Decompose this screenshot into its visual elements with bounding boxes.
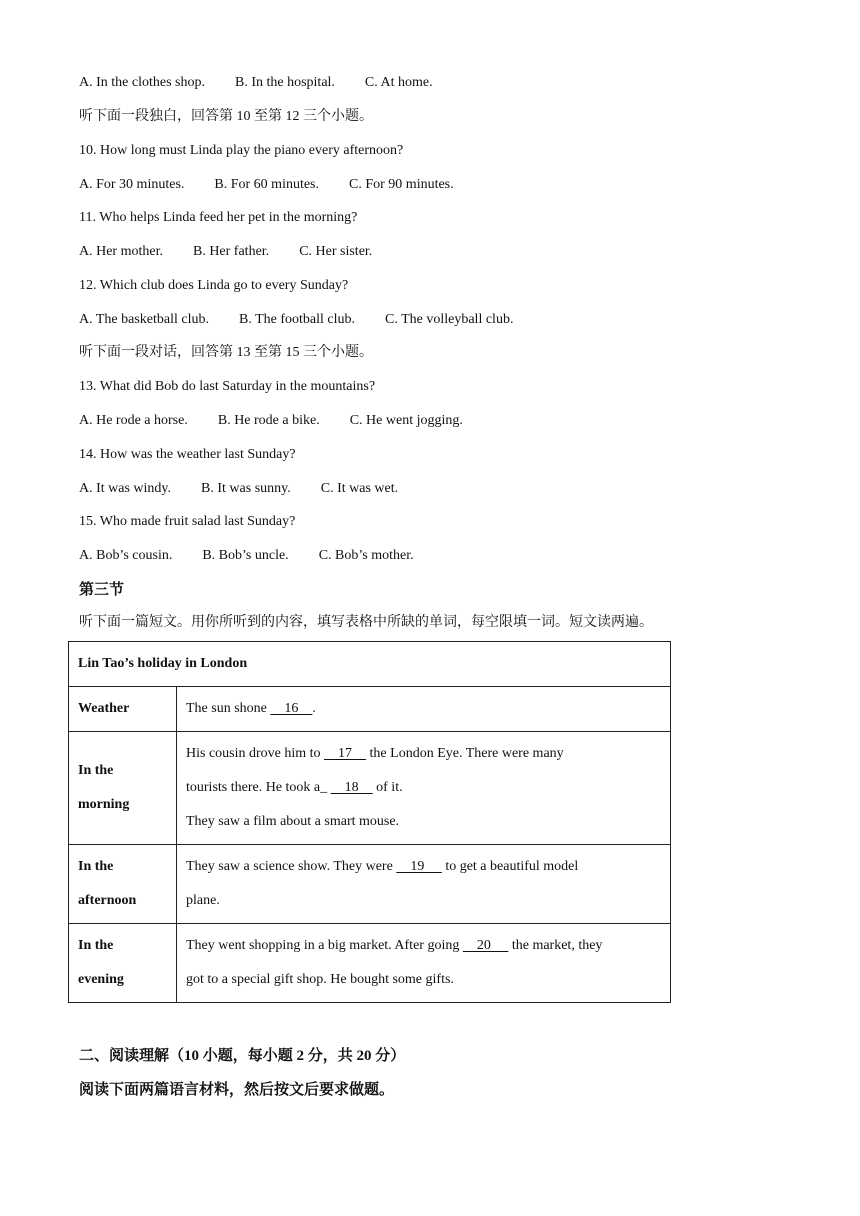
option: C. The volleyball club. bbox=[385, 312, 514, 327]
option: C. He went jogging. bbox=[349, 413, 463, 428]
option: B. The football club. bbox=[239, 312, 355, 327]
option: B. It was sunny. bbox=[201, 481, 291, 496]
cell-text: got to a special gift shop. He bought some gifts. bbox=[186, 972, 454, 987]
row-label-afternoon bbox=[69, 845, 177, 924]
fill-in-table bbox=[68, 641, 671, 1003]
row-label-evening bbox=[69, 924, 177, 1003]
row-label-weather: Weather bbox=[69, 687, 177, 732]
blank-17: 17 bbox=[324, 746, 367, 761]
cell-text: They went shopping in a big market. After going bbox=[186, 938, 463, 953]
question-10: 10. How long must Linda play the piano every afternoon? bbox=[79, 143, 404, 158]
cell-text: His cousin drove him to bbox=[186, 746, 325, 761]
part2-title: 二、阅读理解（10 小题，每小题 2 分，共 20 分） bbox=[79, 1048, 406, 1064]
table-row bbox=[69, 642, 671, 687]
row-content-afternoon bbox=[177, 845, 671, 924]
blank-19: 19 bbox=[396, 859, 442, 874]
q9-options bbox=[79, 74, 433, 92]
question-12-options bbox=[79, 311, 513, 329]
cell-text: They saw a film about a smart mouse. bbox=[186, 814, 400, 829]
question-13: 13. What did Bob do last Saturday in the mountains? bbox=[79, 379, 376, 394]
question-15: 15. Who made fruit salad last Sunday? bbox=[79, 514, 296, 529]
row-content-morning bbox=[177, 732, 671, 845]
label-line: morning bbox=[78, 797, 130, 812]
row-label-morning bbox=[69, 732, 177, 845]
blank-20: 20 bbox=[462, 938, 509, 953]
option: A. Bob’s cousin. bbox=[79, 548, 173, 563]
option: B. Bob’s uncle. bbox=[202, 548, 289, 563]
option: A. In the clothes shop. bbox=[79, 75, 205, 90]
cell-text: of it. bbox=[372, 780, 403, 795]
option: B. For 60 minutes. bbox=[214, 177, 320, 192]
cell-text: the market, they bbox=[508, 938, 603, 953]
label-line: afternoon bbox=[78, 893, 137, 908]
cell-text: to get a beautiful model bbox=[441, 859, 579, 874]
table-row bbox=[69, 924, 671, 1003]
cell-text: The sun shone bbox=[186, 701, 271, 716]
question-11: 11. Who helps Linda feed her pet in the morning? bbox=[79, 210, 358, 225]
question-10-options bbox=[79, 176, 454, 194]
question-14-options bbox=[79, 480, 398, 498]
section3-title: 第三节 bbox=[79, 582, 125, 598]
option: B. He rode a bike. bbox=[217, 413, 320, 428]
table-row bbox=[69, 845, 671, 924]
option: A. Her mother. bbox=[79, 244, 163, 259]
label-line: In the bbox=[78, 859, 114, 874]
instruction-10-12: 听下面一段独白，回答第 10 至第 12 三个小题。 bbox=[79, 109, 373, 124]
row-content-weather bbox=[177, 687, 671, 732]
instruction-13-15: 听下面一段对话，回答第 13 至第 15 三个小题。 bbox=[79, 345, 373, 360]
option: C. At home. bbox=[364, 75, 433, 90]
cell-text: plane. bbox=[186, 893, 220, 908]
option: A. For 30 minutes. bbox=[79, 177, 185, 192]
option: C. It was wet. bbox=[320, 481, 399, 496]
cell-text: They saw a science show. They were bbox=[186, 859, 397, 874]
part2-instruction: 阅读下面两篇语言材料，然后按文后要求做题。 bbox=[79, 1082, 395, 1098]
option: C. Bob’s mother. bbox=[318, 548, 414, 563]
option: C. For 90 minutes. bbox=[349, 177, 454, 192]
question-12: 12. Which club does Linda go to every Sunday? bbox=[79, 278, 349, 293]
question-14: 14. How was the weather last Sunday? bbox=[79, 447, 296, 462]
label-line: In the bbox=[78, 938, 114, 953]
option: B. Her father. bbox=[192, 244, 270, 259]
cell-text: . bbox=[312, 701, 316, 716]
table-title: Lin Tao’s holiday in London bbox=[69, 642, 671, 687]
table-row bbox=[69, 687, 671, 732]
cell-text: the London Eye. There were many bbox=[366, 746, 564, 761]
question-15-options bbox=[79, 547, 414, 565]
option: C. Her sister. bbox=[299, 244, 373, 259]
label-line: In the bbox=[78, 763, 114, 778]
option: B. In the hospital. bbox=[234, 75, 335, 90]
blank-16: 16 bbox=[270, 701, 313, 716]
option: A. The basketball club. bbox=[79, 312, 209, 327]
row-content-evening bbox=[177, 924, 671, 1003]
table-row bbox=[69, 732, 671, 845]
question-11-options bbox=[79, 243, 372, 261]
option: A. It was windy. bbox=[79, 481, 172, 496]
blank-18: 18 bbox=[330, 780, 373, 795]
option: A. He rode a horse. bbox=[79, 413, 188, 428]
label-line: evening bbox=[78, 972, 124, 987]
cell-text: tourists there. He took a_ bbox=[186, 780, 331, 795]
question-13-options bbox=[79, 412, 463, 430]
section3-instruction: 听下面一篇短文。用你所听到的内容，填写表格中所缺的单词，每空限填一词。短文读两遍。 bbox=[79, 615, 653, 630]
